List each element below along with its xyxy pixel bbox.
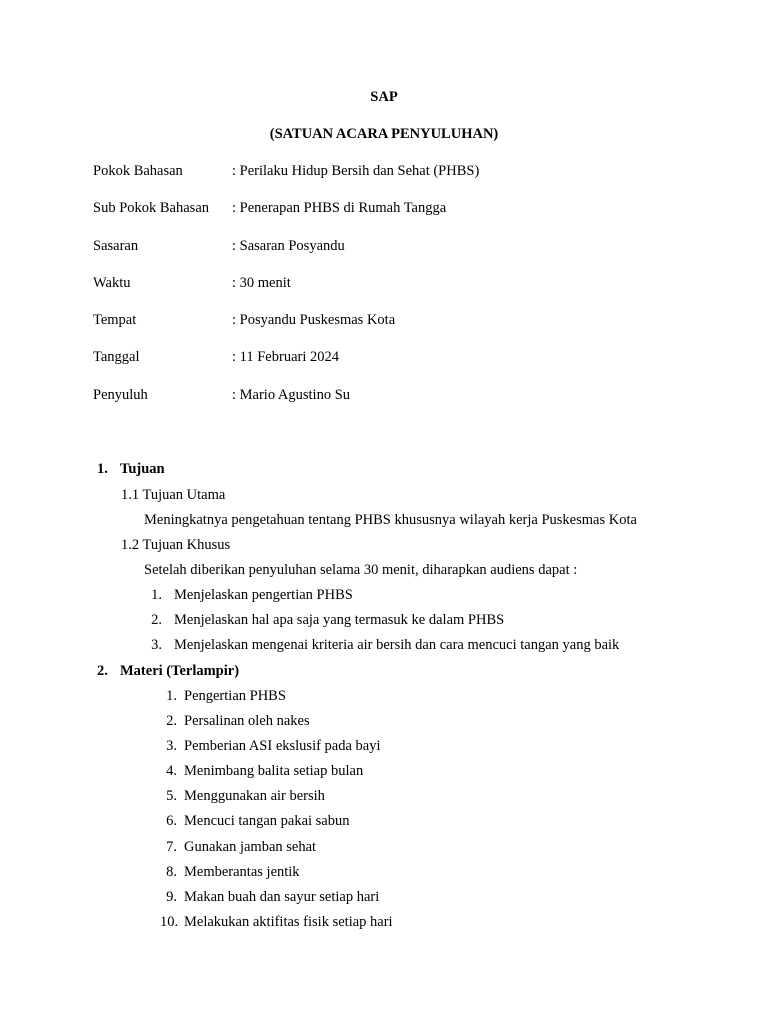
section-heading	[97, 460, 165, 478]
info-label: Pokok Bahasan	[93, 163, 183, 179]
list-item-number: 4.	[166, 763, 177, 779]
list-item	[160, 888, 379, 906]
info-label: Tanggal	[93, 349, 140, 365]
list-item-number: 3.	[151, 637, 162, 653]
document-title: SAP	[370, 89, 398, 105]
info-label: Waktu	[93, 275, 131, 291]
info-label: Sasaran	[93, 238, 139, 254]
info-value: : Sasaran Posyandu	[232, 238, 345, 254]
list-item-number: 7.	[166, 839, 177, 855]
section-number: 1.	[97, 461, 108, 477]
info-value: : Penerapan PHBS di Rumah Tangga	[232, 200, 447, 216]
list-item	[160, 737, 381, 755]
list-item	[150, 586, 353, 604]
info-value: : Mario Agustino Su	[232, 387, 351, 403]
info-label: Sub Pokok Bahasan	[93, 200, 209, 216]
list-item	[160, 712, 310, 730]
list-item-number: 1.	[151, 587, 162, 603]
list-item	[160, 787, 325, 805]
document-subtitle: (SATUAN ACARA PENYULUHAN)	[269, 126, 499, 142]
list-item-text: Menggunakan air bersih	[184, 788, 325, 804]
list-item-number: 6.	[166, 813, 177, 829]
info-label: Penyuluh	[93, 387, 148, 403]
section-title: Materi (Terlampir)	[120, 663, 240, 679]
list-item-number: 1.	[166, 688, 177, 704]
paragraph: Meningkatnya pengetahuan tentang PHBS khususnya wilayah kerja Puskesmas Kota	[144, 512, 637, 528]
list-item-text: Pemberian ASI ekslusif pada bayi	[184, 738, 381, 754]
list-item-text: Melakukan aktifitas fisik setiap hari	[184, 914, 393, 930]
list-item-text: Pengertian PHBS	[184, 688, 286, 704]
info-value: : 30 menit	[232, 275, 291, 291]
list-item-text: Mencuci tangan pakai sabun	[184, 813, 350, 829]
list-item-text: Menimbang balita setiap bulan	[184, 763, 364, 779]
list-item	[160, 812, 349, 830]
info-value: : 11 Februari 2024	[232, 349, 339, 365]
list-item	[150, 611, 504, 629]
list-item-text: Menjelaskan hal apa saja yang termasuk ke dalam PHBS	[174, 612, 505, 628]
list-item-text: Memberantas jentik	[184, 864, 300, 880]
list-item-number: 9.	[166, 889, 177, 905]
list-item-number: 3.	[166, 738, 177, 754]
list-item	[160, 913, 393, 931]
section-heading	[97, 662, 239, 680]
list-item	[160, 762, 363, 780]
list-item	[160, 838, 316, 856]
section-title: Tujuan	[120, 461, 165, 477]
info-value: : Posyandu Puskesmas Kota	[232, 312, 396, 328]
list-item-number: 5.	[166, 788, 177, 804]
list-item-text: Menjelaskan mengenai kriteria air bersih dan cara mencuci tangan yang baik	[174, 637, 620, 653]
list-item-number: 2.	[166, 713, 177, 729]
paragraph: Setelah diberikan penyuluhan selama 30 menit, diharapkan audiens dapat :	[144, 562, 578, 578]
section-number: 2.	[97, 663, 108, 679]
list-item-text: Persalinan oleh nakes	[184, 713, 310, 729]
list-item-number: 10.	[160, 914, 179, 930]
list-item	[160, 863, 300, 881]
info-label: Tempat	[93, 312, 137, 328]
list-item-number: 8.	[166, 864, 177, 880]
list-item-number: 2.	[151, 612, 162, 628]
subsection-label: 1.1 Tujuan Utama	[121, 487, 226, 503]
info-value: : Perilaku Hidup Bersih dan Sehat (PHBS)	[232, 163, 480, 179]
list-item-text: Menjelaskan pengertian PHBS	[174, 587, 353, 603]
list-item	[160, 687, 286, 705]
list-item-text: Makan buah dan sayur setiap hari	[184, 889, 380, 905]
list-item	[150, 636, 619, 654]
subsection-label: 1.2 Tujuan Khusus	[121, 537, 231, 553]
list-item-text: Gunakan jamban sehat	[184, 839, 317, 855]
